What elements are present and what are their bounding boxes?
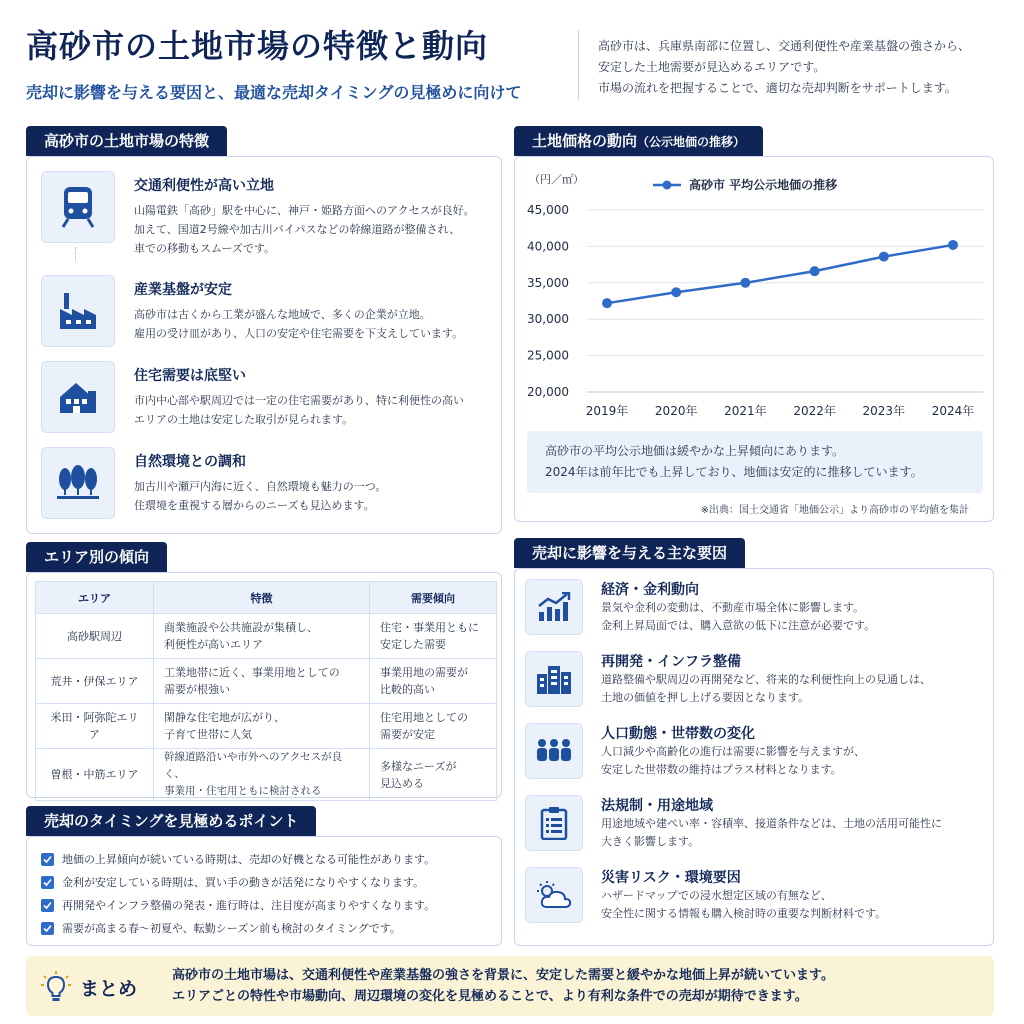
y-tick-label: 30,000 — [527, 312, 569, 327]
weather-icon — [525, 867, 583, 923]
legend-marker — [663, 181, 672, 190]
area-demand: 多様なニーズが 見込める — [370, 749, 497, 801]
column-header: 特徴 — [154, 582, 370, 614]
factory-icon — [41, 275, 115, 347]
series-line — [607, 245, 953, 303]
y-tick-label: 25,000 — [527, 348, 569, 363]
timing-section-title: 売却のタイミングを見極めるポイント — [26, 806, 316, 836]
feature-text: 山陽電鉄「高砂」駅を中心に、神戸・姫路方面へのアクセスが良好。 加えて、国道2号線や加古川バイパスなどの幹線道路が整備され、 車での移動もスムーズです。 — [134, 204, 475, 255]
page-title: 高砂市の土地市場の特徴と動向 — [26, 27, 489, 65]
feature-text: 市内中心部や駅周辺では一定の住宅需要があり、特に利便性の高い エリアの土地は安定した取引が見られます。 — [134, 394, 464, 426]
area-feature: 商業施設や公共施設が集積し、 利便性が高いエリア — [154, 614, 370, 659]
factor-text: 人口減少や高齢化の進行は需要に影響を与えますが、 安定した世帯数の維持はプラス材料となります。 — [601, 745, 865, 776]
summary-text: 高砂市の土地市場は、交通利便性や産業基盤の強さを背景に、安定した需要と緩やかな地価上昇が続いています。 エリアごとの特性や市場動向、周辺環境の変化を見極めることで、より有利な条件での売却が期待できます。 — [172, 968, 834, 1004]
y-tick-label: 45,000 — [527, 203, 569, 217]
timing-point: 需要が高まる春〜初夏や、転勤シーズン前も検討のタイミングです。 — [41, 920, 401, 936]
area-demand: 住宅・事業用ともに 安定した需要 — [370, 614, 497, 659]
x-tick-label: 2020年 — [654, 404, 698, 418]
feature-text: 高砂市は古くから工業が盛んな地域で、多くの企業が立地。 雇用の受け皿があり、人口の安定や住宅需要を下支えしています。 — [134, 308, 464, 340]
data-point — [740, 278, 750, 288]
table-row — [36, 704, 497, 749]
house-icon — [41, 361, 115, 433]
x-tick-label: 2019年 — [585, 404, 629, 418]
feature-title: 産業基盤が安定 — [134, 282, 232, 298]
column-header: エリア — [36, 582, 154, 614]
areas-section-title: エリア別の傾向 — [26, 542, 167, 572]
area-feature: 幹線道路沿いや市外へのアクセスが良く、 事業用・住宅用ともに検討される — [154, 749, 370, 801]
feature-title: 自然環境との調和 — [134, 454, 246, 470]
chart-up-icon — [525, 579, 583, 635]
x-tick-label: 2024年 — [931, 404, 975, 418]
table-row — [36, 659, 497, 704]
summary-box — [26, 956, 994, 1016]
source-note: ※出典：国土交通省「地価公示」より高砂市の平均値を集計 — [700, 505, 969, 516]
factor-title: 法規制・用途地域 — [601, 798, 713, 814]
factor-title: 再開発・インフラ整備 — [601, 654, 741, 670]
factor-title: 人口動態・世帯数の変化 — [601, 726, 755, 742]
people-icon — [525, 723, 583, 779]
trees-icon — [41, 447, 115, 519]
page-subtitle: 売却に影響を与える要因と、最適な売却タイミングの見極めに向けて — [26, 83, 522, 102]
x-tick-label: 2023年 — [862, 404, 906, 418]
feature-item — [41, 171, 501, 261]
factor-text: 道路整備や駅周辺の再開発など、将来的な利便性向上の見通しは、 土地の価値を押し上げる要因となります。 — [601, 673, 931, 704]
table-row — [36, 749, 497, 801]
factor-text: 景気や金利の変動は、不動産市場全体に影響します。 金利上昇局面では、購入意欲の低下に注意が必要です。 — [601, 601, 876, 632]
y-tick-label: 35,000 — [527, 275, 569, 290]
feature-title: 交通利便性が高い立地 — [134, 178, 274, 194]
x-tick-label: 2021年 — [724, 404, 767, 418]
chart-section-title: 土地価格の動向（公示地価の推移） — [514, 126, 763, 156]
area-name: 高砂駅周辺 — [36, 614, 154, 659]
features-section-title: 高砂市の土地市場の特徴 — [26, 126, 227, 156]
chart-panel — [514, 156, 994, 522]
y-tick-label: 20,000 — [527, 385, 569, 399]
line-chart — [515, 157, 995, 427]
train-icon — [41, 171, 115, 243]
feature-item — [41, 275, 501, 349]
lightbulb-icon — [40, 970, 72, 1008]
area-name: 荒井・伊保エリア — [36, 659, 154, 704]
page-header — [26, 24, 576, 103]
area-feature: 工業地帯に近く、事業用地としての 需要が根強い — [154, 659, 370, 704]
data-point — [602, 298, 612, 308]
features-panel — [26, 156, 502, 534]
check-icon — [41, 853, 54, 866]
data-point — [810, 266, 820, 276]
header-divider — [578, 30, 579, 100]
column-header: 需要傾向 — [370, 582, 497, 614]
area-demand: 事業用地の需要が 比較的高い — [370, 659, 497, 704]
area-demand: 住宅用地としての 需要が安定 — [370, 704, 497, 749]
factor-title: 災害リスク・環境要因 — [601, 870, 741, 886]
y-unit-label: （円／㎡） — [529, 173, 584, 186]
legend-label: 高砂市 平均公示地価の推移 — [689, 178, 838, 192]
data-point — [948, 240, 958, 250]
table-header-row — [36, 582, 497, 614]
table-row — [36, 614, 497, 659]
x-tick-label: 2022年 — [793, 404, 836, 418]
area-name: 曽根・中筋エリア — [36, 749, 154, 801]
factor-title: 経済・金利動向 — [601, 582, 699, 598]
clipboard-icon — [525, 795, 583, 851]
timing-panel — [26, 836, 502, 946]
feature-item — [41, 447, 501, 521]
area-name: 米田・阿弥陀エリア — [36, 704, 154, 749]
check-icon — [41, 876, 54, 889]
data-point — [879, 252, 889, 262]
chart-note: 高砂市の平均公示地価は緩やかな上昇傾向にあります。 2024年は前年比でも上昇しており、地価は安定的に推移しています。 — [527, 431, 983, 493]
areas-panel — [26, 572, 502, 798]
factor-text: 用途地域や建ぺい率・容積率、接道条件などは、土地の活用可能性に 大きく影響します。 — [601, 817, 942, 848]
area-feature: 閑静な住宅地が広がり、 子育て世帯に人気 — [154, 704, 370, 749]
summary-label: まとめ — [80, 978, 138, 1000]
factors-section-title: 売却に影響を与える主な要因 — [514, 538, 745, 568]
timing-point: 再開発やインフラ整備の発表・進行時は、注目度が高まりやすくなります。 — [41, 897, 435, 913]
factor-text: ハザードマップでの浸水想定区域の有無など、 安全性に関する情報も購入検討時の重要な判断材料です。 — [601, 889, 887, 920]
connector-line — [75, 247, 81, 261]
feature-text: 加古川や瀬戸内海に近く、自然環境も魅力の一つ。 住環境を重視する層からのニーズも見込めます。 — [134, 480, 387, 512]
area-table — [35, 581, 497, 801]
check-icon — [41, 899, 54, 912]
data-point — [671, 287, 681, 297]
timing-point: 金利が安定している時期は、買い手の動きが活発になりやすくなります。 — [41, 874, 424, 890]
y-tick-label: 40,000 — [527, 239, 569, 254]
check-icon — [41, 922, 54, 935]
buildings-icon — [525, 651, 583, 707]
timing-point: 地価の上昇傾向が続いている時期は、売却の好機となる可能性があります。 — [41, 851, 435, 867]
factors-panel — [514, 568, 994, 946]
header-description: 高砂市は、兵庫県南部に位置し、交通利便性や産業基盤の強さから、 安定した土地需要が見込めるエリアです。 市場の流れを把握することで、適切な売却判断をサポートします。 — [598, 39, 971, 95]
feature-title: 住宅需要は底堅い — [134, 368, 246, 384]
feature-item — [41, 361, 501, 435]
